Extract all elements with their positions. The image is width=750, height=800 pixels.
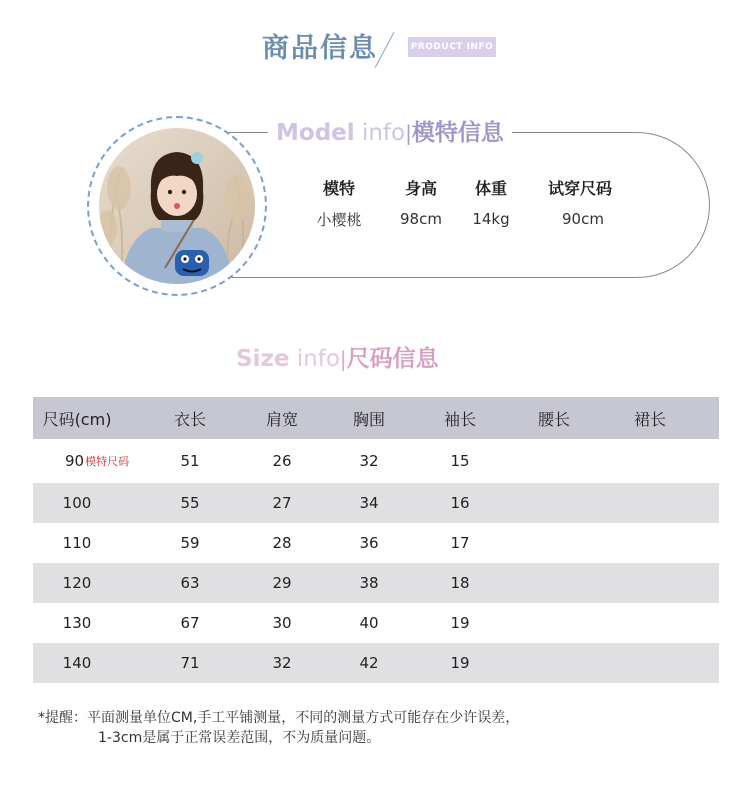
table-cell <box>605 603 695 643</box>
model-val-name: 小樱桃 <box>316 211 362 229</box>
table-cell: 26 <box>272 452 292 470</box>
model-val-trial-size: 90cm <box>562 210 604 228</box>
model-col-height: 身高 <box>404 179 437 198</box>
model-heading-separator: | <box>405 121 412 145</box>
table-cell: 42 <box>359 654 379 672</box>
table-cell: 67 <box>180 614 200 632</box>
table-cell: 36 <box>359 534 379 552</box>
table-cell-size: 90 模特尺码 <box>65 452 130 470</box>
table-cell: 30 <box>272 614 292 632</box>
model-val-weight: 14kg <box>472 210 510 228</box>
table-cell: 32 <box>272 654 292 672</box>
table-row <box>33 563 719 603</box>
size-heading-en: Size info <box>236 346 340 372</box>
table-cell: 18 <box>450 574 470 592</box>
table-cell <box>605 523 695 563</box>
table-cell <box>509 603 599 643</box>
table-cell <box>605 643 695 683</box>
table-header-row <box>33 397 719 439</box>
table-header-cell: 腰长 <box>537 409 570 429</box>
table-cell <box>605 439 695 483</box>
page-title: 商品信息 <box>262 33 378 64</box>
measurement-note-line1: *提醒：平面测量单位CM,手工平铺测量，不同的测量方式可能存在少许误差， <box>38 710 520 726</box>
table-cell: 34 <box>359 494 379 512</box>
table-row <box>33 483 719 523</box>
model-photo <box>99 128 255 284</box>
table-cell: 32 <box>359 452 379 470</box>
table-cell: 59 <box>180 534 200 552</box>
table-header-cell: 袖长 <box>443 409 476 429</box>
table-header-cell: 肩宽 <box>265 409 298 429</box>
table-cell <box>605 483 695 523</box>
table-cell: 19 <box>450 614 470 632</box>
table-row <box>33 439 719 483</box>
table-cell: 28 <box>272 534 292 552</box>
table-header-cell: 衣长 <box>173 409 206 429</box>
table-cell: 17 <box>450 534 470 552</box>
table-cell: 51 <box>180 452 200 470</box>
table-cell-size: 120 <box>62 574 92 592</box>
table-cell: 15 <box>450 452 470 470</box>
table-cell <box>509 563 599 603</box>
table-cell: 29 <box>272 574 292 592</box>
table-cell: 71 <box>180 654 200 672</box>
table-cell: 16 <box>450 494 470 512</box>
table-header-cell: 尺码(cm) <box>42 409 112 429</box>
table-row <box>33 603 719 643</box>
table-cell: 63 <box>180 574 200 592</box>
table-cell-size: 110 <box>62 534 92 552</box>
model-col-trial-size: 试穿尺码 <box>547 179 612 198</box>
table-header-cell: 裙长 <box>633 409 666 429</box>
table-cell-size: 100 <box>62 494 92 512</box>
model-val-height: 98cm <box>400 210 442 228</box>
table-cell <box>509 439 599 483</box>
size-heading-cn: 尺码信息 <box>346 346 439 372</box>
model-info-heading <box>268 114 512 147</box>
measurement-note-line2: 1-3cm是属于正常误差范围，不为质量问题。 <box>98 730 381 746</box>
table-cell: 55 <box>180 494 200 512</box>
measurement-note <box>38 708 519 748</box>
size-heading-separator: | <box>339 347 347 371</box>
table-cell <box>509 523 599 563</box>
table-cell <box>509 483 599 523</box>
table-cell: 19 <box>450 654 470 672</box>
table-cell <box>605 563 695 603</box>
model-heading-en: Model info <box>276 120 406 146</box>
model-col-weight: 体重 <box>474 179 507 198</box>
table-cell: 38 <box>359 574 379 592</box>
table-header-cell: 胸围 <box>352 409 385 429</box>
size-table <box>33 397 719 683</box>
table-cell-size: 130 <box>62 614 92 632</box>
table-cell: 40 <box>359 614 379 632</box>
product-info-badge: PRODUCT INFO <box>408 37 496 57</box>
model-size-note: 模特尺码 <box>85 455 130 468</box>
table-cell <box>509 643 599 683</box>
table-cell-size: 140 <box>62 654 92 672</box>
table-row <box>33 523 719 563</box>
model-col-name: 模特 <box>322 179 355 198</box>
size-info-heading <box>236 340 439 373</box>
table-row <box>33 643 719 683</box>
table-cell: 27 <box>272 494 292 512</box>
model-heading-cn: 模特信息 <box>411 120 504 146</box>
